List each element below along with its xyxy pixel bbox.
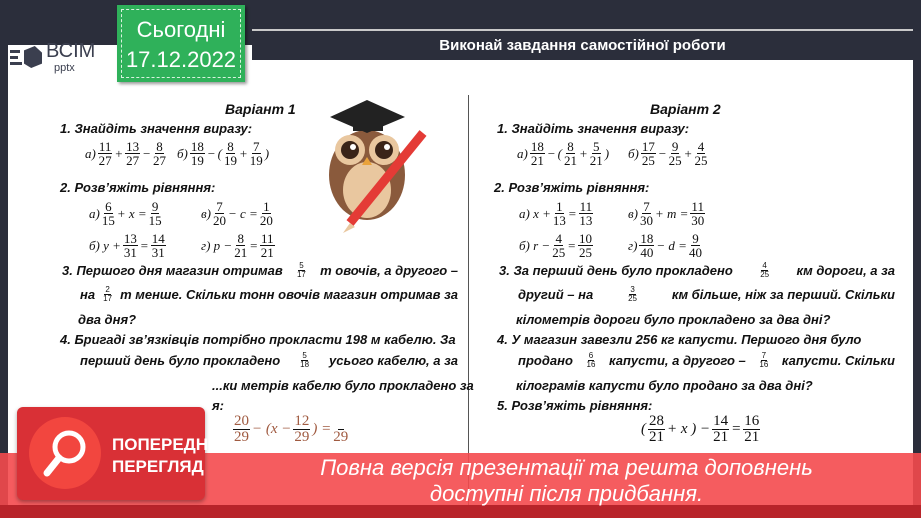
v2-task5-label: 5. Розв’яжіть рівняння: (497, 398, 653, 413)
magnifier-icon (29, 417, 101, 489)
expression-text: − (657, 145, 667, 161)
denominator: 17 (296, 270, 306, 279)
fraction (151, 232, 166, 259)
expression-text: ) (264, 145, 270, 161)
expression-text: = (567, 237, 576, 253)
denominator: 13 (552, 213, 566, 228)
numerator: 7 (761, 351, 767, 360)
denominator: 25 (760, 270, 770, 279)
expression-text: а) (89, 205, 100, 221)
expression-text: − (206, 145, 216, 161)
numerator: 2 (105, 285, 110, 294)
v2-task4-line1: 4. У магазин завезли 256 кг капусти. Першого дня було (497, 332, 862, 347)
denominator: 30 (639, 213, 653, 228)
banner-text-line1: Повна версія презентації та решта доповнень (320, 455, 813, 480)
fraction (98, 140, 113, 167)
fraction (102, 200, 115, 227)
expression-text: т менше. Скільки тонн овочів магазин отримав за (120, 287, 458, 302)
v1-task2-label: 2. Розв’яжіть рівняння: (60, 180, 216, 195)
fraction (689, 232, 702, 259)
fraction (587, 352, 596, 369)
denominator: 21 (589, 153, 603, 168)
denominator: 31 (123, 245, 137, 260)
v2-task4-line2 (516, 352, 897, 369)
expression-text: на (80, 287, 96, 302)
v2-task1-label: 1. Знайдіть значення виразу: (497, 121, 690, 136)
fraction (234, 232, 247, 259)
denominator: 16 (759, 360, 769, 369)
fraction (712, 414, 729, 445)
denominator: 13 (579, 213, 593, 228)
denominator: 21 (530, 153, 544, 168)
denominator: 25 (668, 153, 682, 168)
v1-task3-line3: два дня? (78, 312, 137, 327)
expression-text: 3. За перший день було прокладено (499, 263, 733, 278)
expression-text: = (731, 421, 742, 437)
denominator: 29 (234, 429, 249, 445)
v2-task1-b (627, 140, 708, 167)
denominator: 25 (641, 153, 655, 168)
v2-task2-label: 2. Розв’яжіть рівняння: (494, 180, 650, 195)
date-badge (117, 5, 245, 82)
fraction (552, 232, 565, 259)
expression-text: − d = (656, 237, 687, 253)
numerator: 8 (567, 139, 574, 154)
numerator: 9 (671, 139, 679, 154)
v2-task4-line3: кілограмів капусти було продано за два дні? (516, 378, 813, 393)
date-value: 17.12.2022 (125, 47, 237, 72)
denominator: 29 (294, 429, 310, 445)
expression-text: а) (85, 145, 96, 161)
v1-task1-label: 1. Знайдіть значення виразу: (60, 121, 253, 136)
expression-text: капусти. Скільки (781, 353, 895, 368)
preview-label-line1: ПОПЕРЕДНІЙ (112, 435, 226, 454)
expression-text: г) p − (201, 237, 233, 253)
fraction (190, 140, 205, 167)
numerator (338, 414, 344, 430)
fraction (125, 140, 140, 167)
preview-badge[interactable] (17, 407, 226, 500)
numerator: 13 (126, 139, 140, 154)
denominator: 27 (152, 153, 166, 168)
fraction (639, 232, 654, 259)
expression-text: + (578, 145, 588, 161)
v2-task2-v (627, 200, 706, 227)
v2-task5-equation (640, 414, 761, 445)
expression-text: капусти, а другого – (609, 353, 746, 368)
fraction (579, 200, 594, 227)
numerator: 1 (556, 199, 563, 214)
expression-text: г) (628, 237, 638, 253)
fraction (694, 140, 707, 167)
fraction (759, 352, 768, 369)
preview-label-line2: ПЕРЕГЛЯД (112, 457, 204, 476)
v1-task4-line3: ...ки метрів кабелю було прокладено за (212, 378, 474, 393)
numerator: 5 (593, 139, 600, 154)
expression-text: перший день було прокладено (80, 353, 281, 368)
fraction (213, 200, 226, 227)
fraction (578, 232, 593, 259)
fraction (648, 414, 665, 445)
numerator: 4 (762, 261, 767, 270)
v2-task2-g (627, 232, 703, 259)
fraction (153, 140, 166, 167)
variant-1-title: Варіант 1 (225, 101, 296, 117)
v1-task3-line1 (60, 262, 460, 279)
expression-text: б) (628, 145, 639, 161)
today-label: Сьогодні (136, 17, 226, 42)
denominator: 19 (224, 153, 237, 168)
expression-text: б) r − (519, 237, 551, 253)
expression-text: = (249, 237, 258, 253)
denominator: 31 (151, 245, 165, 260)
expression-text: + m = (654, 205, 689, 221)
expression-text: ) = (312, 421, 332, 437)
expression-text: − c = (227, 205, 258, 221)
expression-text: а) x + (519, 205, 551, 221)
expression-text: + (239, 145, 248, 161)
expression-text: − (546, 145, 556, 161)
v1-task5-equation (232, 414, 349, 445)
denominator: 30 (691, 213, 705, 228)
expression-text: усього кабелю, а за (329, 353, 458, 368)
numerator: 11 (691, 199, 704, 214)
numerator: 10 (578, 231, 592, 246)
logo-icon (10, 44, 44, 72)
fraction (743, 414, 760, 445)
numerator: 17 (641, 139, 655, 154)
fraction (628, 286, 637, 303)
numerator: 4 (555, 231, 562, 246)
numerator: 5 (299, 261, 304, 270)
v1-task5-label: я: (212, 398, 224, 413)
denominator: 25 (694, 153, 708, 168)
v1-task2-v (200, 200, 274, 227)
fraction (640, 200, 653, 227)
fraction (553, 200, 566, 227)
v1-task2-g (200, 232, 276, 259)
denominator: 25 (578, 245, 592, 260)
numerator: 4 (697, 139, 705, 154)
expression-text: км більше, ніж за перший. Скільки (671, 287, 895, 302)
expression-text: км дороги, а за (796, 263, 895, 278)
fraction (333, 414, 348, 445)
expression-text: в) (628, 205, 638, 221)
v2-task1-a (516, 140, 610, 167)
expression-text: ( (557, 145, 562, 161)
fraction (641, 140, 656, 167)
numerator: 18 (190, 139, 204, 154)
denominator: 19 (249, 153, 263, 168)
expression-text: + (683, 145, 693, 161)
numerator: 8 (227, 139, 234, 154)
logo-title: ВСІМ (46, 40, 96, 62)
numerator: 9 (692, 231, 699, 246)
expression-text: 3. Першого дня магазин отримав (62, 263, 283, 278)
expression-text: б) (177, 145, 188, 161)
denominator: 29 (333, 429, 349, 445)
fraction (590, 140, 603, 167)
logo (8, 40, 108, 80)
numerator: 18 (640, 231, 654, 246)
expression-text: продано (518, 353, 573, 368)
owl-with-pencil-illustration (305, 95, 435, 235)
fraction (564, 140, 577, 167)
denominator: 15 (101, 213, 115, 228)
numerator: 11 (98, 139, 112, 154)
fraction (260, 200, 273, 227)
denominator: 21 (563, 153, 577, 168)
expression-text: − (142, 145, 151, 161)
expression-text: = (567, 205, 577, 221)
expression-text: + (114, 145, 124, 161)
expression-text: + x = (116, 205, 147, 221)
expression-text: ) (604, 145, 610, 161)
fraction (760, 262, 769, 279)
numerator: 7 (253, 139, 260, 154)
denominator: 21 (649, 429, 664, 445)
numerator: 28 (649, 413, 664, 429)
numerator: 14 (151, 231, 165, 246)
expression-text: а) (517, 145, 528, 161)
denominator: 21 (713, 429, 729, 445)
denominator: 21 (744, 429, 760, 445)
denominator: 25 (628, 294, 637, 303)
v2-task3-line2 (516, 286, 897, 303)
numerator: 5 (302, 351, 307, 360)
numerator: 12 (294, 413, 310, 429)
page-title: Виконай завдання самостійної роботи (252, 29, 913, 60)
v1-task3-line2 (78, 286, 460, 303)
numerator: 14 (713, 413, 729, 429)
v2-task3-line3: кілометрів дороги було прокладено за два дні? (516, 312, 831, 327)
logo-subtitle: pptx (54, 62, 75, 74)
expression-text: − (x − (252, 421, 292, 437)
numerator: 7 (216, 199, 223, 214)
expression-text: ( (217, 145, 222, 161)
expression-text: в) (201, 205, 211, 221)
v1-task2-b (88, 232, 167, 259)
fraction (149, 200, 162, 227)
numerator: 6 (105, 199, 112, 214)
v1-task1-b (176, 140, 270, 167)
denominator: 20 (212, 213, 226, 228)
numerator: 11 (260, 231, 274, 246)
fraction (293, 414, 310, 445)
denominator: 19 (190, 153, 204, 168)
denominator: 17 (103, 294, 113, 303)
denominator: 20 (259, 213, 273, 228)
denominator: 27 (126, 153, 140, 168)
denominator: 16 (586, 360, 596, 369)
numerator: 6 (588, 351, 594, 360)
v2-task2-a (518, 200, 594, 227)
denominator: 40 (640, 245, 654, 260)
expression-text: другий – на (518, 287, 594, 302)
fraction (260, 232, 275, 259)
expression-text: + x ) − (667, 421, 711, 437)
v1-task4-line2 (78, 352, 460, 369)
fraction (300, 352, 309, 369)
numerator: 8 (237, 231, 244, 246)
v1-task1-a (84, 140, 167, 167)
fraction (669, 140, 682, 167)
numerator: 16 (744, 413, 760, 429)
denominator: 15 (148, 213, 162, 228)
v2-task3-line1 (497, 262, 897, 279)
denominator: 18 (300, 360, 310, 369)
numerator: 7 (643, 199, 650, 214)
v2-task2-b (518, 232, 594, 259)
fraction (103, 286, 112, 303)
numerator: 1 (263, 199, 270, 214)
numerator: 20 (234, 413, 249, 429)
denominator: 27 (98, 153, 112, 168)
numerator: 9 (151, 199, 159, 214)
v1-task4-line1: 4. Бригаді зв’язківців потрібно прокласти 198 м кабелю. За (60, 332, 456, 347)
variant-2-title: Варіант 2 (650, 101, 721, 117)
fraction (224, 140, 237, 167)
denominator: 25 (552, 245, 566, 260)
banner-text-line2: доступні після придбання. (429, 481, 704, 506)
fraction (297, 262, 306, 279)
fraction (530, 140, 545, 167)
denominator: 21 (234, 245, 248, 260)
expression-text: т овочів, а другого – (320, 263, 458, 278)
numerator: 8 (156, 139, 163, 154)
v1-task2-a (88, 200, 163, 227)
expression-text: б) y + (89, 237, 121, 253)
denominator: 40 (688, 245, 702, 260)
fraction (250, 140, 263, 167)
numerator: 3 (630, 285, 635, 294)
fraction (690, 200, 705, 227)
numerator: 11 (579, 199, 593, 214)
numerator: 18 (530, 139, 544, 154)
denominator: 21 (260, 245, 274, 260)
numerator: 13 (123, 231, 137, 246)
fraction (233, 414, 250, 445)
fraction (123, 232, 138, 259)
expression-text: ( (641, 421, 646, 437)
expression-text: = (139, 237, 149, 253)
